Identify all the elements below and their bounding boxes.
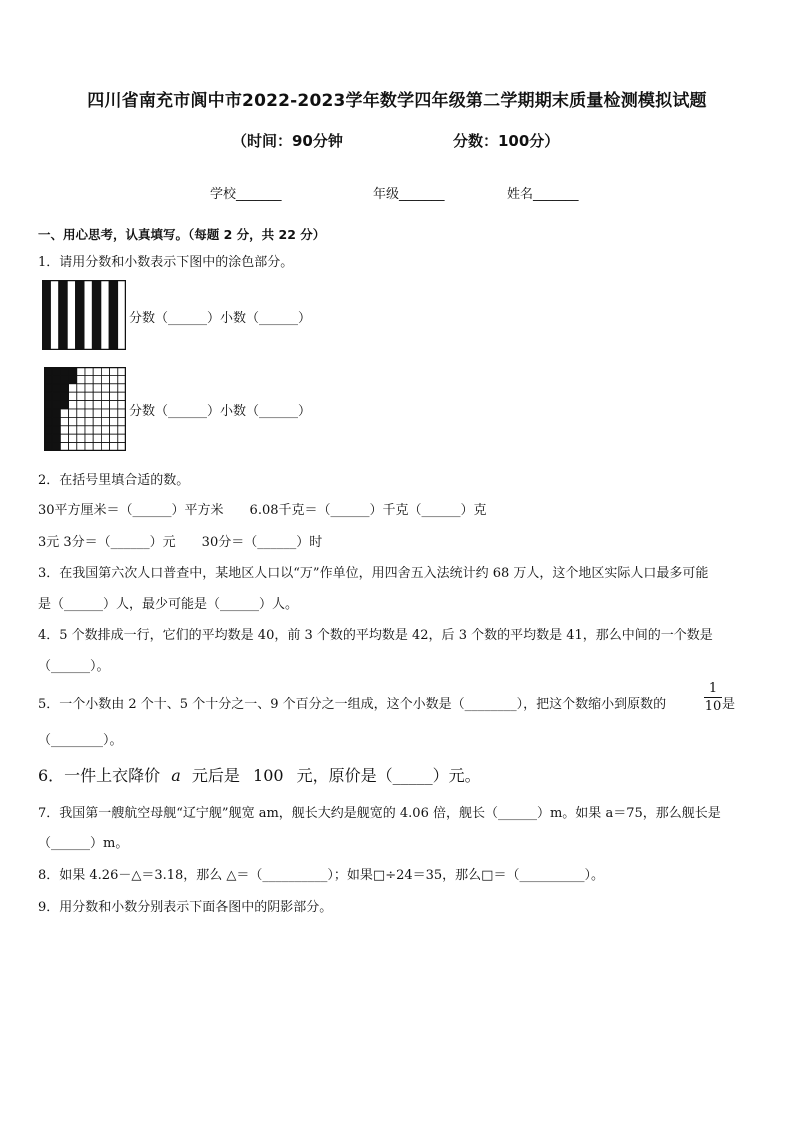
grid-cell: [69, 409, 77, 417]
blank-stripe: [67, 280, 75, 350]
question-3-line-1: 3．在我国第六次人口普查中，某地区人口以“万”作单位，用四舍五入法统计约 68 万人，这个地区实际人口最多可能: [38, 566, 709, 581]
grid-cell: [77, 409, 85, 417]
q6-part-3: 元，原价是（_____）元。: [296, 766, 481, 785]
question-6: [38, 763, 481, 786]
grid-cell: [110, 443, 118, 451]
grid-cell: [85, 367, 93, 375]
shaded-cell: [52, 384, 60, 392]
shaded-cell: [52, 443, 60, 451]
blank-stripe: [50, 280, 58, 350]
shaded-cell: [52, 375, 60, 383]
fraction-one-tenth: [704, 680, 722, 715]
grid-cell: [77, 375, 85, 383]
question-9: 9．用分数和小数分别表示下面各图中的阴影部分。: [38, 900, 333, 915]
grid-cell: [85, 443, 93, 451]
q6-part-2: 元后是: [191, 766, 240, 785]
grid-cell: [77, 443, 85, 451]
grid-cell: [60, 443, 68, 451]
grid-cell: [93, 443, 101, 451]
fraction-numerator: 1: [708, 681, 718, 696]
grid-cell: [60, 434, 68, 442]
grid-cell: [93, 401, 101, 409]
question-5-line-1-end: 是: [722, 697, 736, 712]
q1-fig2-answer: 分数（______）小数（______）: [129, 404, 312, 419]
grid-cell: [101, 375, 109, 383]
shaded-stripe: [76, 280, 84, 350]
grid-cell: [101, 443, 109, 451]
grid-cell: [77, 384, 85, 392]
shaded-cell: [60, 392, 68, 400]
fraction-denominator: 10: [704, 699, 722, 714]
shaded-cell: [52, 417, 60, 425]
grid-cell: [93, 434, 101, 442]
grid-cell: [69, 443, 77, 451]
grid-cell: [101, 392, 109, 400]
grid-cell: [77, 401, 85, 409]
q1-fig1-answer: 分数（______）小数（______）: [129, 311, 312, 326]
grid-cell: [93, 409, 101, 417]
question-2-line-2: 3元 3分＝（______）元 30分＝（______）时: [38, 535, 323, 550]
shaded-cell: [60, 384, 68, 392]
shaded-cell: [60, 367, 68, 375]
grid-cell: [110, 384, 118, 392]
shaded-cell: [52, 401, 60, 409]
grid-cell: [93, 384, 101, 392]
grid-cell: [101, 417, 109, 425]
grid-cell: [93, 375, 101, 383]
grid-cell: [85, 426, 93, 434]
shaded-cell: [52, 367, 60, 375]
page-title: 四川省南充市阆中市2022-2023学年数学四年级第二学期期末质量检测模拟试题: [87, 91, 707, 111]
q6-variable: a: [171, 766, 181, 785]
grid-cell: [101, 434, 109, 442]
exam-score: 分数：100分）: [453, 132, 560, 150]
grid-cell: [93, 426, 101, 434]
grid-cell: [69, 401, 77, 409]
grid-cell: [101, 384, 109, 392]
grid-cell: [69, 392, 77, 400]
grid-cell: [69, 384, 77, 392]
blank-stripe: [101, 280, 109, 350]
q6-number: 100: [253, 766, 284, 785]
shaded-stripe: [92, 280, 100, 350]
grid-cell: [60, 426, 68, 434]
shaded-cell: [60, 375, 68, 383]
grid-cell: [101, 367, 109, 375]
striped-rectangle-figure: [42, 280, 126, 350]
shaded-stripe: [59, 280, 67, 350]
grid-cell: [110, 392, 118, 400]
question-2: 2．在括号里填合适的数。: [38, 473, 190, 488]
grid-cell: [85, 409, 93, 417]
shaded-stripe: [109, 280, 117, 350]
grid-cell: [85, 401, 93, 409]
grid-cell: [69, 426, 77, 434]
shaded-stripe: [42, 280, 50, 350]
question-5-line-2: （________）。: [38, 733, 123, 748]
grid-cell: [77, 417, 85, 425]
grid-cell: [85, 392, 93, 400]
blank-stripe: [84, 280, 92, 350]
q6-part-1: 6．一件上衣降价: [38, 766, 161, 785]
question-1: 1．请用分数和小数表示下图中的涂色部分。: [38, 255, 294, 270]
shaded-cell: [52, 434, 60, 442]
grid-cell: [93, 367, 101, 375]
shaded-cell: [52, 392, 60, 400]
blank-stripe: [118, 280, 126, 350]
exam-time: （时间：90分钟: [232, 132, 343, 150]
grid-cell: [77, 426, 85, 434]
grid-cell: [110, 409, 118, 417]
grid-cell: [101, 401, 109, 409]
question-7-line-2: （______）m。: [38, 836, 129, 851]
grid-cell: [101, 426, 109, 434]
hundred-grid-figure: [44, 367, 126, 451]
question-4-line-1: 4．5 个数排成一行，它们的平均数是 40，前 3 个数的平均数是 42，后 3 个数的平均数是 41，那么中间的一个数是: [38, 628, 713, 643]
name-field: 姓名_______: [507, 187, 579, 202]
question-4-line-2: （______）。: [38, 659, 110, 674]
grid-cell: [110, 367, 118, 375]
grid-cell: [93, 392, 101, 400]
question-8: 8．如果 4.26－△＝3.18，那么 △＝（__________）；如果□÷24＝35，那么□＝（__________）。: [38, 868, 604, 883]
grid-cell: [85, 375, 93, 383]
grid-cell: [77, 434, 85, 442]
shaded-cell: [69, 367, 77, 375]
grade-field: 年级_______: [373, 187, 445, 202]
grid-cell: [77, 367, 85, 375]
question-5-line-1: 5．一个小数由 2 个十、5 个十分之一、9 个百分之一组成，这个小数是（________），把这个数缩小到原数的: [38, 697, 667, 712]
grid-cell: [85, 384, 93, 392]
grid-cell: [60, 409, 68, 417]
shaded-cell: [60, 401, 68, 409]
shaded-cell: [69, 375, 77, 383]
grid-cell: [69, 434, 77, 442]
grid-cell: [93, 417, 101, 425]
grid-cell: [101, 409, 109, 417]
grid-cell: [110, 417, 118, 425]
grid-cell: [110, 434, 118, 442]
grid-cell: [69, 417, 77, 425]
section-heading: 一、用心思考，认真填写。（每题 2 分，共 22 分）: [38, 227, 326, 242]
question-3-line-2: 是（______）人，最少可能是（______）人。: [38, 597, 299, 612]
grid-cell: [85, 417, 93, 425]
grid-cell: [77, 392, 85, 400]
shaded-cell: [52, 426, 60, 434]
shaded-cell: [52, 409, 60, 417]
question-7-line-1: 7．我国第一艘航空母舰“辽宁舰”舰宽 am，舰长大约是舰宽的 4.06 倍，舰长（______）m。如果 a＝75，那么舰长是: [38, 806, 721, 821]
school-field: 学校_______: [210, 187, 282, 202]
grid-cell: [110, 401, 118, 409]
grid-cell: [85, 434, 93, 442]
grid-cell: [110, 375, 118, 383]
grid-cell: [60, 417, 68, 425]
question-2-line-1: 30平方厘米＝（______）平方米 6.08千克＝（______）千克（______）克: [38, 503, 487, 518]
grid-cell: [110, 426, 118, 434]
